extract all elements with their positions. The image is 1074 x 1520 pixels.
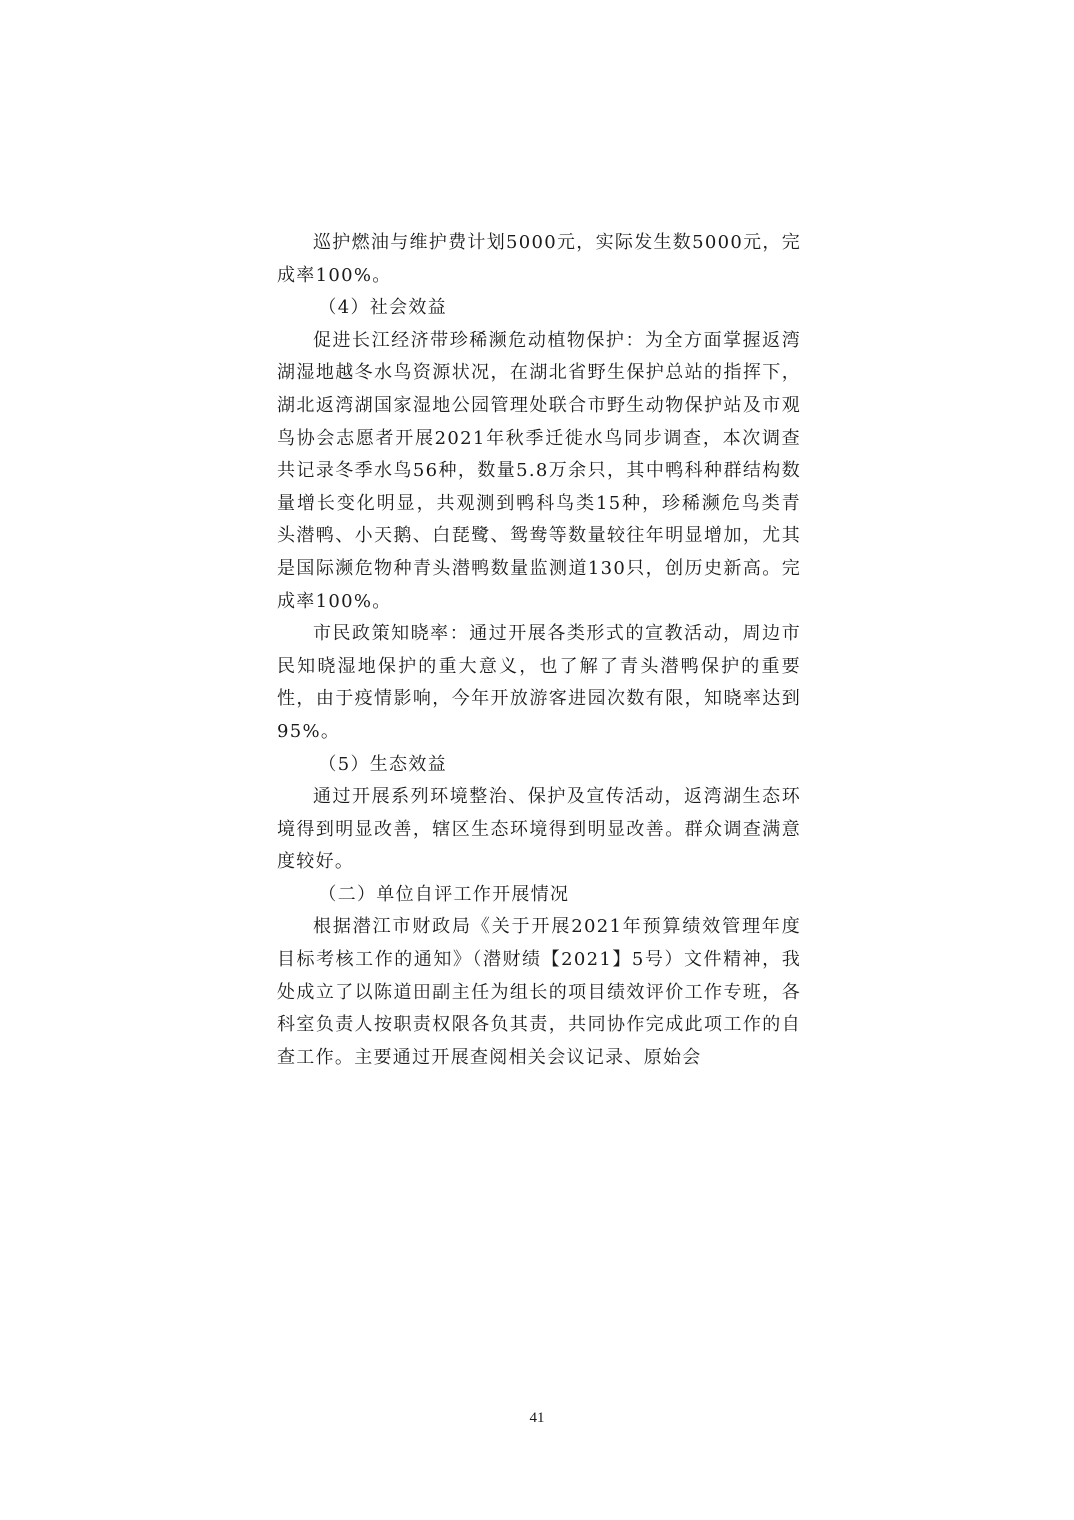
- page-number: 41: [529, 1410, 545, 1426]
- heading-self-evaluation: （二）单位自评工作开展情况: [318, 883, 570, 905]
- heading-ecological-benefit: （5）生态效益: [318, 753, 447, 775]
- document-body: [277, 227, 801, 1074]
- paragraph-environment: 通过开展系列环境整治、保护及宣传活动，返湾湖生态环境得到明显改善，辖区生态环境得到明显改善。群众调查满意度较好。: [277, 786, 801, 873]
- paragraph-public-awareness: 市民政策知晓率：通过开展各类形式的宣教活动，周边市民知晓湿地保护的重大意义，也了解了青头潜鸭保护的重要性，由于疫情影响，今年开放游客进园次数有限，知晓率达到95%。: [277, 623, 801, 742]
- paragraph-bird-survey: 促进长江经济带珍稀濒危动植物保护：为全方面掌握返湾湖湿地越冬水鸟资源状况，在湖北省野生保护总站的指挥下，湖北返湾湖国家湿地公园管理处联合市野生动物保护站及市观鸟协会志愿者开展2021年秋季迁徙水鸟同步调查，本次调查共记录冬季水鸟56种，数量5.8万余只，其中鸭科种群结构数量增长变化明显，共观测到鸭科鸟类15种，珍稀濒危鸟类青头潜鸭、小天鹅、白琵鹭、鸳鸯等数量较往年明显增加，尤其是国际濒危物种青头潜鸭数量监测道130只，创历史新高。完成率100%。: [277, 329, 801, 612]
- paragraph-self-evaluation: 根据潜江市财政局《关于开展2021年预算绩效管理年度目标考核工作的通知》（潜财绩【2021】5号）文件精神，我处成立了以陈道田副主任为组长的项目绩效评价工作专班，各科室负责人按职责权限各负其责，共同协作完成此项工作的自查工作。主要通过开展查阅相关会议记录、原始会: [277, 916, 801, 1068]
- paragraph-fuel-cost: 巡护燃油与维护费计划5000元，实际发生数5000元，完成率100%。: [277, 232, 802, 286]
- heading-social-benefit: （4）社会效益: [318, 297, 447, 319]
